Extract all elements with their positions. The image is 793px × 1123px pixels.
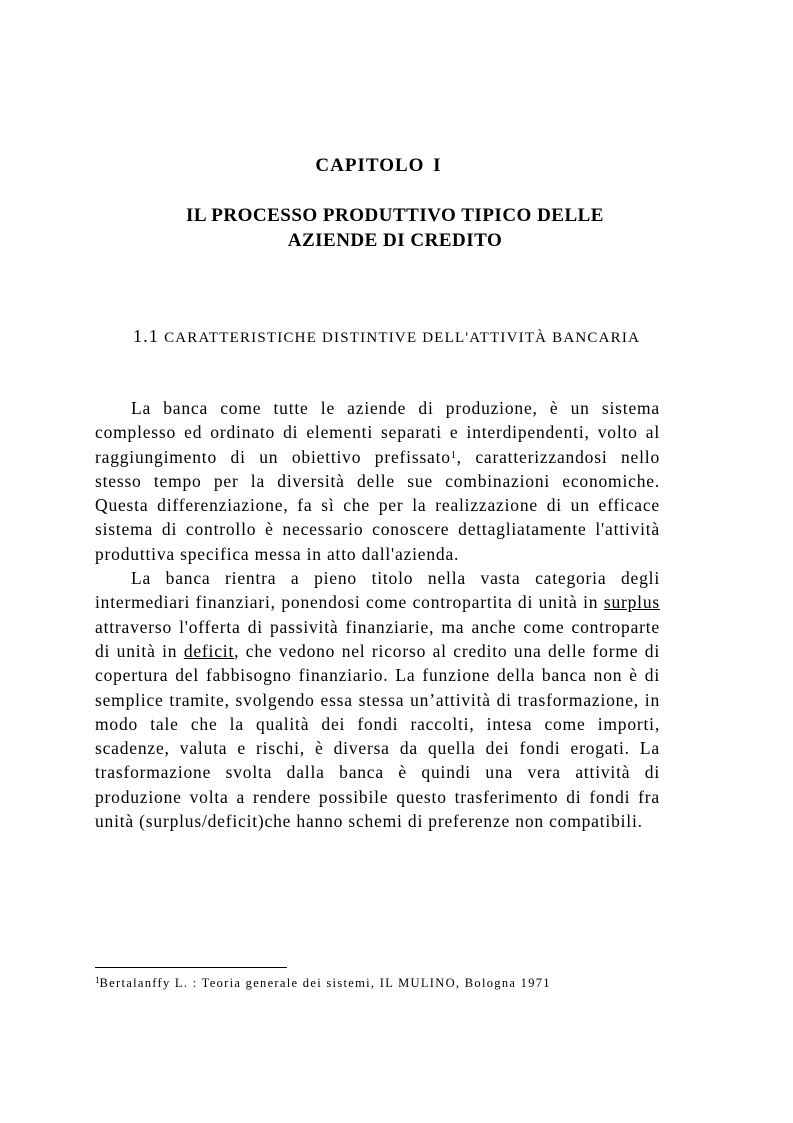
paragraph-2: [95, 566, 660, 833]
chapter-label: CAPITOLO I: [315, 155, 442, 176]
footnote: [95, 976, 695, 991]
body-text: [95, 396, 660, 833]
paragraph-2-text-b: attraverso l'offerta di passività finanziarie, ma anche come controparte di unità in: [95, 616, 660, 661]
paragraph-2-text-c: , che vedono nel ricorso al credito una delle forme di copertura del fabbisogno finanziario. La funzione della banca non è di semplice tramite, svolgendo essa stessa un’attività di trasformazione, in modo tale che la qualità dei fondi raccolti, intesa come importi, scadenze, valuta e rischi, è diversa da quella dei fondi erogati. La trasformazione svolta dalla banca è quindi una vera attività di produzione volta a rendere possibile questo trasferimento di fondi fra unità (surplus/deficit)che hanno schemi di preferenze non compatibili.: [95, 640, 660, 832]
footnote-text: Bertalanffy L. : Teoria generale dei sistemi, IL MULINO, Bologna 1971: [99, 976, 551, 990]
paragraph-1-text-b: , caratterizzandosi nello stesso tempo per la diversità delle sue combinazioni economiche. Questa differenziazione, fa sì che per la realizzazione di un efficace sistema di controllo è necessario conoscere dettagliatamente l'attività produttiva specifica messa in atto dall'azienda.: [95, 446, 660, 564]
footnote-reference[interactable]: 1: [450, 449, 457, 461]
paragraph-1: [95, 396, 660, 566]
footnote-marker: 1: [95, 975, 100, 985]
chapter-title-line-1: IL PROCESSO PRODUTTIVO TIPICO DELLE: [186, 205, 604, 226]
chapter-title-line-2: AZIENDE DI CREDITO: [287, 230, 503, 251]
term-deficit: deficit: [183, 640, 235, 661]
section-title: CARATTERISTICHE DISTINTIVE DELL'ATTIVITÀ BANCARIA: [164, 330, 641, 346]
term-surplus: surplus: [603, 592, 660, 613]
section-heading: [133, 326, 640, 347]
footnote-divider: [95, 967, 287, 968]
paragraph-2-text-a: La banca rientra a pieno titolo nella vasta categoria degli intermediari finanziari, ponendosi come contropartita di unità in: [95, 568, 660, 613]
paragraph-1-text-a: La banca come tutte le aziende di produzione, è un sistema complesso ed ordinato di elementi separati e interdipendenti, volto al raggiungimento di un obiettivo prefissato: [95, 398, 660, 467]
chapter-title: [150, 203, 640, 253]
section-number: 1.1: [133, 326, 160, 346]
